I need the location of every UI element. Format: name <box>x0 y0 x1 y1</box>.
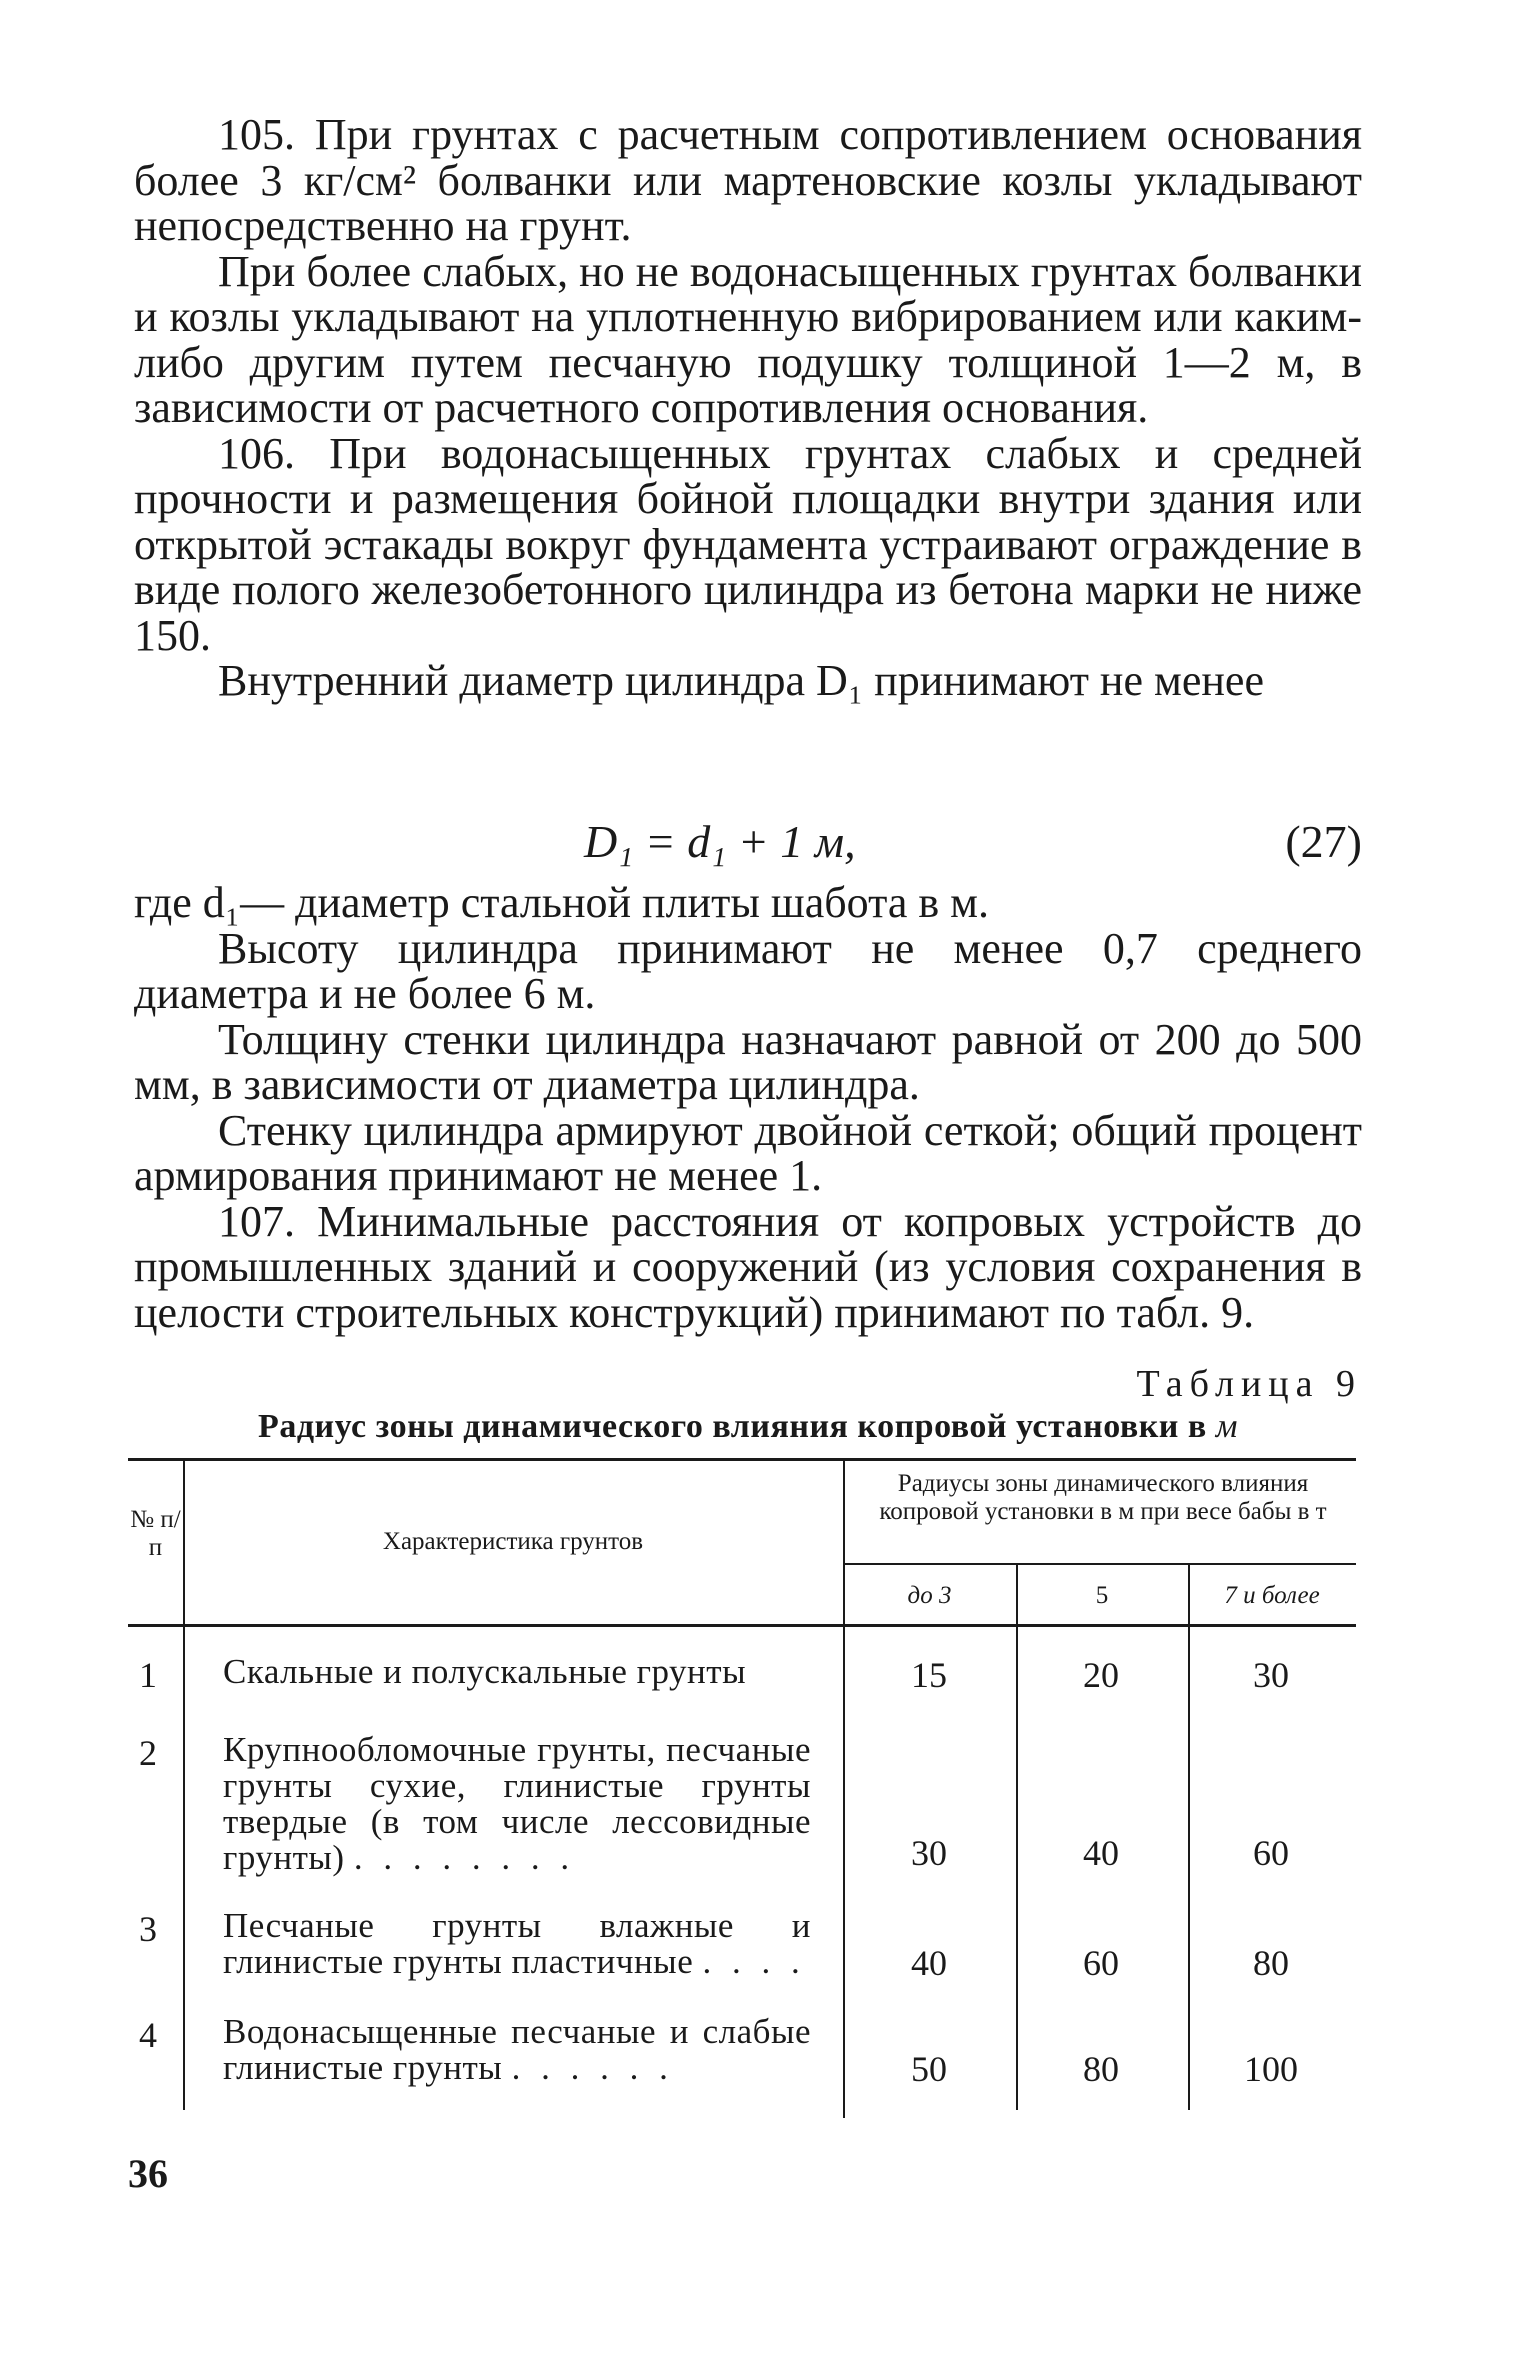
row-3-val-upto3: 40 <box>911 1943 947 1983</box>
paragraph-wall-thickness: Толщину стенки цилиндра назначают равной от 200 до 500 мм, в зависимости от диаметра цилиндра. <box>134 1014 1362 1109</box>
row-3-num: 3 <box>139 1909 157 1949</box>
formula-27: D₁ = d₁ + 1 м, <box>584 816 856 867</box>
header-soil: Характеристика грунтов <box>382 1528 644 1555</box>
col-divider-3 <box>1016 1565 1018 2110</box>
row-4-soil-text: Водонасыщенные песчаные и слабые глинистые грунты <box>223 2012 811 2087</box>
table-caption-text: Радиус зоны динамического влияния копровой установки в <box>258 1408 1207 1445</box>
row-2-soil-text: Крупнообломочные грунты, песчаные грунты сухие, глинистые грунты твердые (в том числе лессовидные грунты) <box>223 1730 811 1877</box>
row-1-val-7plus: 30 <box>1253 1655 1289 1695</box>
soil-radius-table <box>128 1458 1356 2118</box>
header-bottom-rule <box>128 1624 1356 1627</box>
table-caption-unit: м <box>1215 1408 1238 1445</box>
row-4-num: 4 <box>139 2015 157 2055</box>
paragraph-where: где d₁— диаметр стальной плиты шабота в м. <box>134 878 990 927</box>
table-caption <box>134 1408 1362 1446</box>
row-3-soil <box>223 1908 811 1980</box>
row-4-dots: . . . . . . <box>511 2048 674 2087</box>
col-divider-2 <box>843 1458 845 2118</box>
col-divider-4 <box>1188 1565 1190 2110</box>
header-weight-upto3: до 3 <box>907 1582 952 1609</box>
row-2-dots: . . . . . . . . <box>353 1838 576 1877</box>
paragraph-inner-diameter: Внутренний диаметр цилиндра D₁ принимают не менее <box>218 656 1264 705</box>
table-top-rule <box>128 1458 1356 1461</box>
row-1-val-5: 20 <box>1083 1655 1119 1695</box>
row-3-val-5: 60 <box>1083 1943 1119 1983</box>
paragraph-107: 107. Минимальные расстояния от копровых устройств до промышленных зданий и сооружений (из условия сохранения в целости строительных конструкций) принимают по табл. 9. <box>134 1196 1362 1337</box>
paragraph-weak-soils: При более слабых, но не водонасыщенных грунтах болванки и козлы укладывают на уплотненную вибрированием или каким-либо другим путем песчаную подушку толщиной 1—2 м, в зависимости от расчетного сопротивления основания. <box>134 246 1362 432</box>
row-2-val-5: 40 <box>1083 1833 1119 1873</box>
row-1-num: 1 <box>139 1655 157 1695</box>
row-1-val-upto3: 15 <box>911 1655 947 1695</box>
row-1-soil-text: Скальные и полускальные грунты <box>223 1652 747 1691</box>
body-text-top <box>134 112 1362 704</box>
page-number: 36 <box>128 2151 168 2196</box>
formula-number: (27) <box>1285 816 1362 867</box>
row-1-soil <box>223 1654 811 1690</box>
row-3-dots: . . . . <box>702 1942 806 1981</box>
row-2-val-7plus: 60 <box>1253 1833 1289 1873</box>
row-3-val-7plus: 80 <box>1253 1943 1289 1983</box>
header-weight-5: 5 <box>1095 1582 1109 1609</box>
paragraph-105: 105. При грунтах с расчетным сопротивлением основания более 3 кг/см² болванки или мартеновские козлы укладывают непосредственно на грунт. <box>134 110 1362 250</box>
header-group-rule <box>843 1563 1356 1565</box>
header-num: № п/п <box>130 1506 181 1561</box>
row-4-val-7plus: 100 <box>1244 2049 1298 2089</box>
paragraph-106: 106. При водонасыщенных грунтах слабых и средней прочности и размещения бойной площадки внутри здания или открытой эстакады вокруг фундамента устраивают ограждение в виде полого железобетонного цилиндра из бетона марки не ниже 150. <box>134 428 1362 660</box>
table-label: Таблица 9 <box>1136 1363 1362 1405</box>
header-weight-7plus: 7 и более <box>1224 1582 1320 1609</box>
row-2-val-upto3: 30 <box>911 1833 947 1873</box>
row-3-soil-text: Песчаные грунты влажные и глинистые грунты пластичные <box>223 1906 811 1981</box>
paragraph-reinforcement: Стенку цилиндра армируют двойной сеткой; общий процент армирования принимают не менее 1. <box>134 1105 1362 1200</box>
row-4-soil <box>223 2014 811 2086</box>
header-radius-group: Радиусы зоны динамического влияния копровой установки в м при весе бабы в т <box>879 1470 1327 1525</box>
row-2-soil <box>223 1732 811 1876</box>
row-4-val-5: 80 <box>1083 2049 1119 2089</box>
paragraph-height: Высоту цилиндра принимают не менее 0,7 среднего диаметра и не более 6 м. <box>134 923 1362 1018</box>
row-2-num: 2 <box>139 1733 157 1773</box>
row-4-val-upto3: 50 <box>911 2049 947 2089</box>
body-text-bottom <box>134 880 1362 1335</box>
formula-line <box>134 815 1362 875</box>
